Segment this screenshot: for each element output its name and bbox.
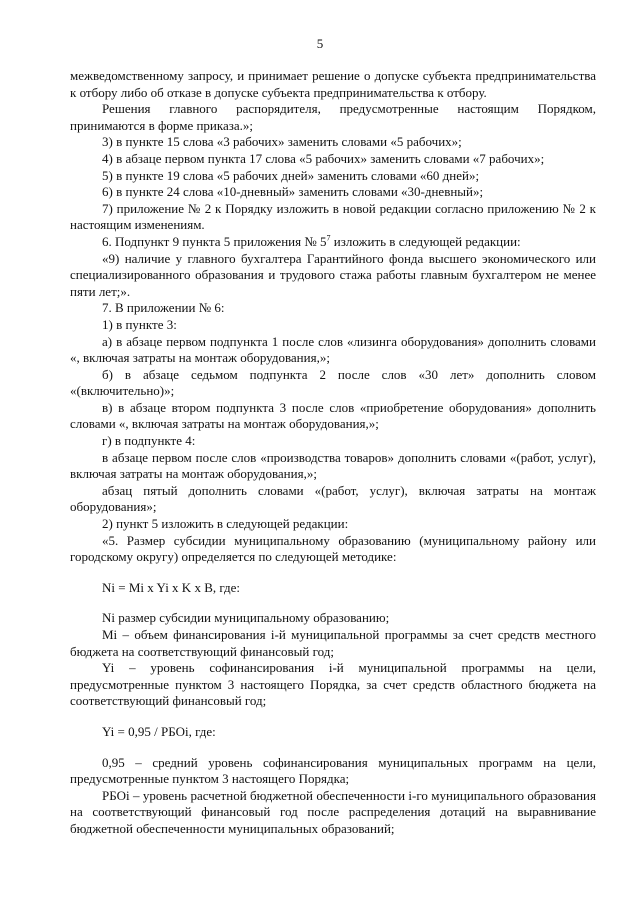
paragraph: межведомственному запросу, и принимает решение о допуске субъекта предпринимательства к отбору либо об отказе в допуске субъекта предпринимательства к отбору.	[70, 68, 596, 100]
text-fragment: 6. Подпункт 9 пункта 5 приложения № 5	[102, 233, 327, 249]
paragraph-with-superscript	[70, 234, 596, 251]
paragraph: 5) в пункте 19 слова «5 рабочих дней» заменить словами «60 дней»;	[102, 167, 480, 183]
paragraph: 0,95 – средний уровень софинансирования муниципальных программ на цели, предусмотренные пунктом 3 настоящего Порядка;	[70, 754, 596, 787]
document-body	[70, 68, 596, 838]
paragraph: 1) в пункте 3:	[102, 316, 177, 332]
paragraph: а) в абзаце первом подпункта 1 после слов «лизинга оборудования» дополнить словами «, включая затраты на монтаж оборудования,»;	[70, 333, 596, 366]
paragraph: «5. Размер субсидии муниципальному образованию (муниципальному району или городскому округу) определяется по следующей методике:	[70, 532, 596, 565]
paragraph: 3) в пункте 15 слова «3 рабочих» заменить словами «5 рабочих»;	[102, 134, 462, 150]
superscript: 7	[326, 233, 331, 243]
paragraph: в абзаце первом после слов «производства товаров» дополнить словами «(работ, услуг), включая затраты на монтаж оборудования,»;	[70, 449, 596, 482]
paragraph: Yi – уровень софинансирования i-й муниципальной программы на цели, предусмотренные пунктом 3 настоящего Порядка, за счет средств областного бюджета на соответствующий финансовый год;	[70, 660, 596, 709]
paragraph: абзац пятый дополнить словами «(работ, услуг), включая затраты на монтаж оборудования»;	[70, 482, 596, 515]
formula: Yi = 0,95 / РБОi, где:	[102, 723, 216, 739]
paragraph: в) в абзаце втором подпункта 3 после слов «приобретение оборудования» дополнить словами «, включая затраты на монтаж оборудования,»;	[70, 399, 596, 432]
paragraph: 4) в абзаце первом пункта 17 слова «5 рабочих» заменить словами «7 рабочих»;	[102, 150, 545, 166]
paragraph: 6) в пункте 24 слова «10-дневный» заменить словами «30-дневный»;	[102, 184, 484, 200]
paragraph: 7. В приложении № 6:	[102, 300, 225, 316]
paragraph: Mi – объем финансирования i-й муниципальной программы за счет средств местного бюджета на соответствующий финансовый год;	[70, 627, 596, 659]
paragraph: «9) наличие у главного бухгалтера Гарантийного фонда высшего экономического или специализированного образования и трудового стажа работы главным бухгалтером не менее пяти лет;».	[70, 250, 596, 299]
paragraph: г) в подпункте 4:	[102, 433, 196, 449]
paragraph: РБОi – уровень расчетной бюджетной обеспеченности i-го муниципального образования на соответствующий финансовый год после распределения дотаций на выравнивание бюджетной обеспеченности муниципальных образований;	[70, 787, 596, 836]
paragraph: 7) приложение № 2 к Порядку изложить в новой редакции согласно приложению № 2 к настоящим изменениям.	[70, 200, 596, 233]
paragraph: б) в абзаце седьмом подпункта 2 после слов «30 лет» дополнить словом «(включительно)»;	[70, 366, 596, 399]
paragraph: Решения главного распорядителя, предусмотренные настоящим Порядком, принимаются в форме приказа.»;	[70, 101, 596, 133]
formula: Ni = Mi x Yi x K x B, где:	[102, 579, 241, 595]
paragraph: Ni размер субсидии муниципальному образованию;	[102, 610, 390, 626]
page-number: 5	[316, 36, 324, 51]
text-fragment: изложить в следующей редакции:	[330, 233, 521, 249]
paragraph: 2) пункт 5 изложить в следующей редакции:	[102, 516, 349, 532]
